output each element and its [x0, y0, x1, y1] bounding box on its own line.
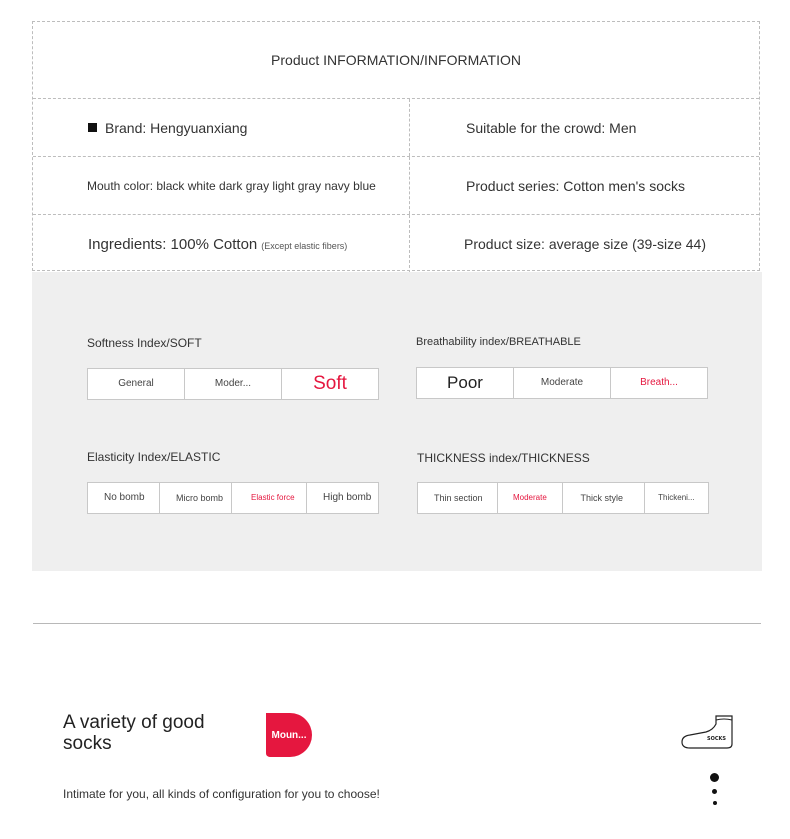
crowd-cell: Suitable for the crowd: Men [466, 119, 637, 136]
red-badge: Moun... [266, 713, 312, 757]
softness-scale [87, 368, 379, 400]
thickness-label: THICKNESS index/THICKNESS [417, 451, 590, 465]
variety-title: A variety of good socks [63, 712, 205, 754]
softness-label: Softness Index/SOFT [87, 336, 202, 350]
softness-option-soft: Soft [313, 373, 347, 394]
brand-cell [88, 99, 247, 156]
elasticity-index [87, 450, 379, 520]
product-info-table [32, 21, 760, 271]
ingredients-text: Ingredients: 100% Cotton [88, 235, 258, 253]
dot-large-icon [710, 773, 719, 782]
breathability-scale [416, 367, 708, 399]
breathability-index [416, 336, 708, 406]
section-divider [33, 623, 761, 624]
ingredients-cell [88, 215, 347, 273]
info-row-color [33, 157, 759, 215]
dot-medium-icon [712, 789, 717, 794]
column-divider [409, 215, 410, 273]
info-table-title: Product INFORMATION/INFORMATION [33, 22, 759, 99]
elasticity-scale [87, 482, 379, 514]
info-row-ingredients [33, 215, 759, 273]
brand-text: Brand: Hengyuanxiang [105, 119, 248, 136]
breathability-option-breathable: Breath... [640, 377, 678, 388]
thickness-option-thickened: Thickeni... [658, 493, 695, 502]
column-divider [409, 99, 410, 156]
dot-small-icon [713, 801, 717, 805]
size-cell: Product size: average size (39-size 44) [464, 236, 706, 252]
elasticity-option-high-bomb: High bomb [323, 492, 372, 503]
ingredients-note: (Except elastic fibers) [261, 241, 348, 251]
breathability-option-moderate: Moderate [514, 368, 611, 398]
sock-icon-label: SOCKS [707, 736, 726, 742]
softness-option-general: General [88, 369, 185, 399]
thickness-index [417, 451, 709, 521]
thickness-option-moderate: Moderate [498, 483, 562, 513]
elasticity-option-elastic-force: Elastic force [232, 483, 307, 513]
breathability-label: Breathability index/BREATHABLE [416, 336, 581, 348]
index-panel [32, 272, 762, 571]
bullet-square-icon [88, 123, 97, 132]
thickness-option-thin: Thin section [418, 483, 498, 513]
thickness-scale [417, 482, 709, 514]
mouth-color-cell: Mouth color: black white dark gray light gray navy blue [87, 178, 376, 193]
elasticity-option-micro-bomb: Micro bomb [160, 483, 232, 513]
column-divider [409, 157, 410, 214]
elasticity-option-no-bomb: No bomb [88, 483, 160, 513]
series-cell: Product series: Cotton men's socks [466, 177, 685, 194]
tagline: Intimate for you, all kinds of configuration for you to choose! [63, 787, 380, 801]
elasticity-label: Elasticity Index/ELASTIC [87, 450, 221, 464]
thickness-option-thick: Thick style [563, 483, 645, 513]
info-row-brand [33, 99, 759, 157]
softness-option-moderate: Moder... [185, 369, 282, 399]
softness-index [87, 336, 379, 406]
breathability-option-poor: Poor [417, 368, 514, 398]
sock-icon [680, 714, 736, 750]
